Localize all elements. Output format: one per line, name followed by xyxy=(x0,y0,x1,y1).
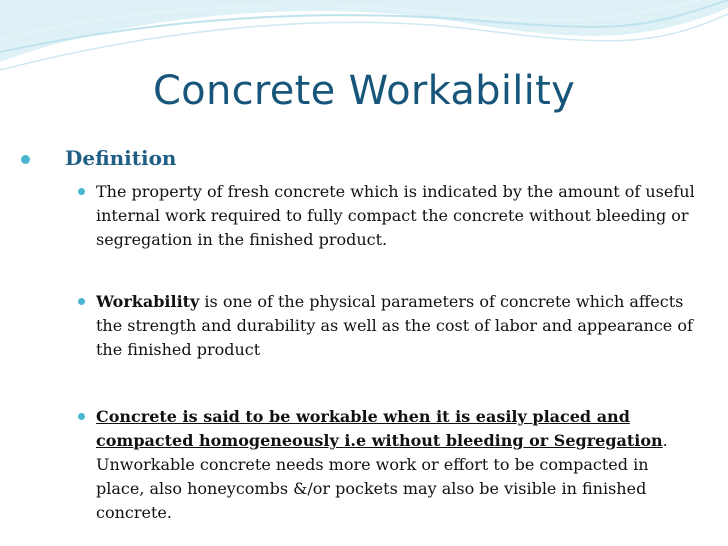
slide-title: Concrete Workability xyxy=(152,68,576,114)
bullet-underlined-text: Concrete is said to be workable when it is easily placed and compacted homogeneously i.e without bleeding or Segregation xyxy=(96,407,663,450)
bullet-icon xyxy=(21,155,30,164)
bullet-icon xyxy=(78,413,85,420)
bullet-text: . Unworkable concrete needs more work or effort to be compacted in place, also honeycombs &/or pockets may also be visible in finished concrete. xyxy=(96,431,668,522)
bullet-text: is one of the physical parameters of concrete which affects the strength and durability as well as the cost of labor and appearance of the finished product xyxy=(96,292,693,359)
bullet-bold-term: Workability xyxy=(96,292,200,311)
bullet-icon xyxy=(78,298,85,305)
section-heading-text: Definition xyxy=(65,146,177,170)
bullet-text: The property of fresh concrete which is indicated by the amount of useful internal work required to fully compact the concrete without bleeding or segregation in the finished product. xyxy=(96,182,695,249)
bullet-item-workable-concrete xyxy=(96,405,696,525)
bullet-item-workability xyxy=(96,290,696,362)
bullet-icon xyxy=(78,188,85,195)
bullet-item-definition xyxy=(96,180,696,252)
